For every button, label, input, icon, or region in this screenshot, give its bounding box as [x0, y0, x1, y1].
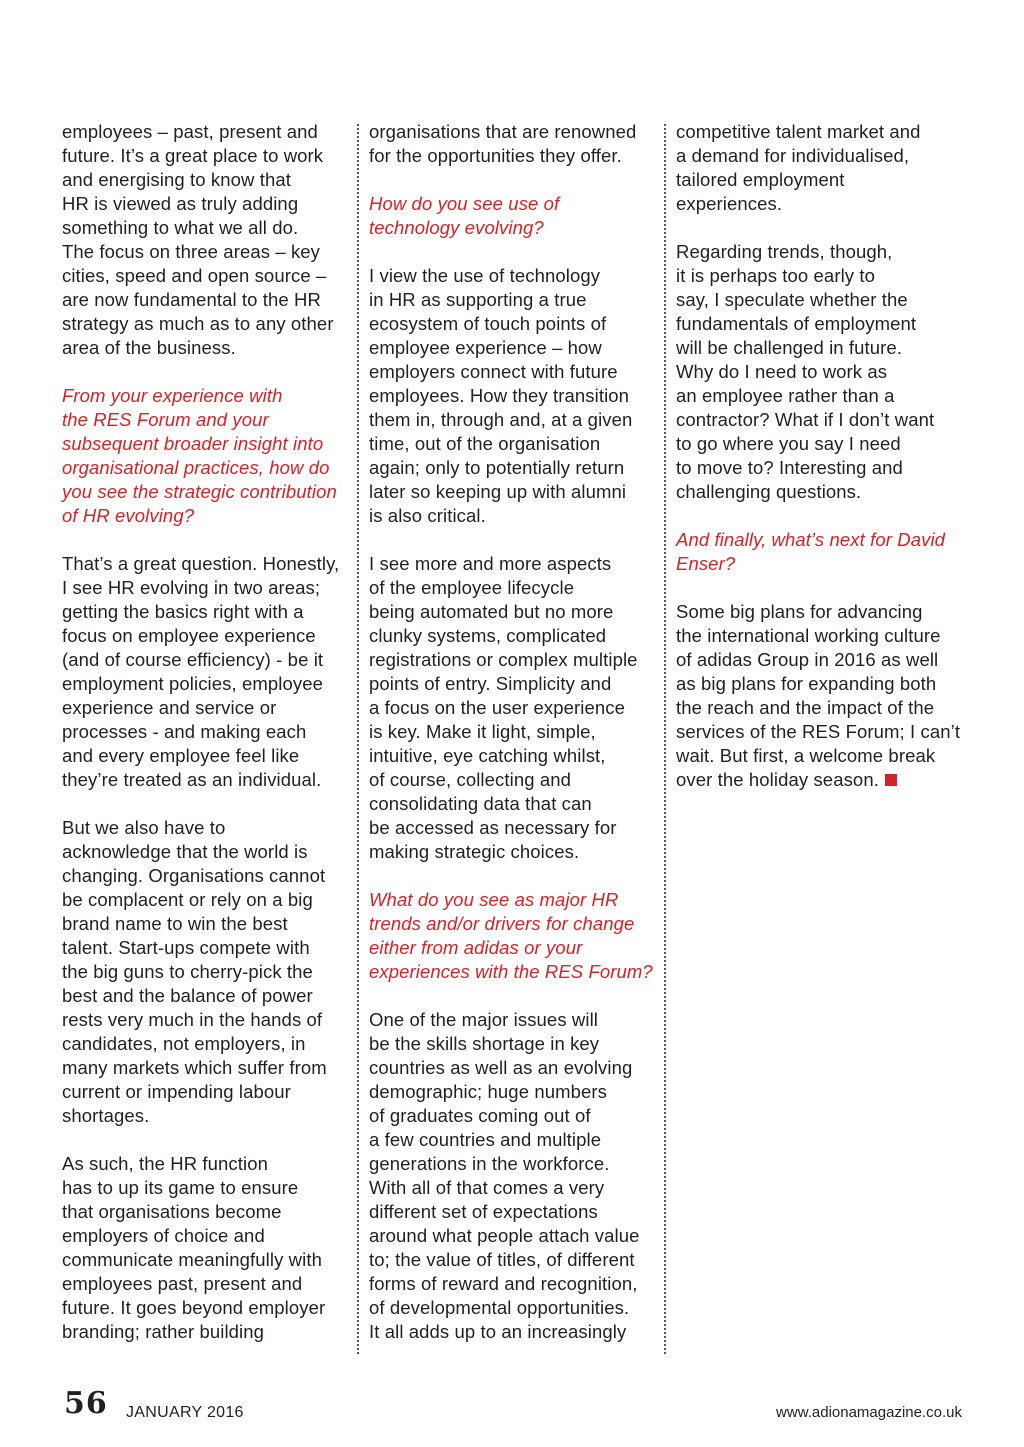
website-url[interactable]: www.adionamagazine.co.uk: [776, 1404, 962, 1421]
body-paragraph: [369, 1008, 661, 1344]
body-paragraph: [676, 600, 968, 792]
column-divider: [664, 124, 666, 1354]
paragraph-text: As such, the HR function has to up its game to ensure that organisations become employers of choice and communicate meaningfully with employees past, present and future. It goes beyond employer branding; rather building: [62, 1153, 326, 1342]
paragraph-text: I view the use of technology in HR as supporting a true ecosystem of touch points of employee experience – how employers connect with future employees. How they transition them in, through and, at a given time, out of the organisation again; only to potentially return later so keeping up with alumni is also critical.: [369, 265, 633, 526]
paragraph-text: Some big plans for advancing the international working culture of adidas Group in 2016 as well as big plans for expanding both the reach and the impact of the services of the RES Forum; I can’t wait. But first, a welcome break over the holiday season.: [676, 601, 961, 790]
interview-question: [62, 384, 354, 528]
body-paragraph: [62, 552, 354, 792]
article-column-2: [369, 120, 661, 1368]
paragraph-text: employees – past, present and future. It’s a great place to work and energising to know that HR is viewed as truly adding something to what we all do. The focus on three areas – key cities, speed and open source – are now fundamental to the HR strategy as much as to any other area of the business.: [62, 121, 334, 358]
paragraph-text: And finally, what’s next for David Enser?: [676, 529, 946, 574]
paragraph-text: organisations that are renowned for the opportunities they offer.: [369, 121, 637, 166]
paragraph-text: I see more and more aspects of the employee lifecycle being automated but no more clunky systems, complicated registrations or complex multiple points of entry. Simplicity and a focus on the user experience is key. Make it light, simple, intuitive, eye catching whilst, of course, collecting and consolidating data that can be accessed as necessary for making strategic choices.: [369, 553, 638, 862]
paragraph-text: One of the major issues will be the skills shortage in key countries as well as an evolving demographic; huge numbers of graduates coming out of a few countries and multiple generations in the workforce. With all of that comes a very different set of expectations around what people attach value to; the value of titles, of different forms of reward and recognition, of developmental opportunities. It all adds up to an increasingly: [369, 1009, 640, 1342]
body-paragraph: [369, 264, 661, 528]
body-paragraph: [676, 120, 968, 216]
body-paragraph: [62, 120, 354, 360]
article-column-3: [676, 120, 968, 816]
body-paragraph: [62, 1152, 354, 1344]
paragraph-text: competitive talent market and a demand for individualised, tailored employment experiences.: [676, 121, 921, 214]
issue-date: JANUARY 2016: [126, 1404, 244, 1421]
paragraph-text: How do you see use of technology evolving?: [369, 193, 560, 238]
paragraph-text: That’s a great question. Honestly, I see HR evolving in two areas; getting the basics right with a focus on employee experience (and of course efficiency) - be it employment policies, employee experience and service or processes - and making each and every employee feel like they’re treated as an individual.: [62, 553, 340, 790]
body-paragraph: [369, 120, 661, 168]
interview-question: [676, 528, 968, 576]
page-number: 56: [64, 1386, 108, 1421]
paragraph-text: Regarding trends, though, it is perhaps too early to say, I speculate whether the fundamentals of employment will be challenged in future. Why do I need to work as an employee rather than a contractor? What if I don’t want to go where you say I need to move to? Interesting and challenging questions.: [676, 241, 935, 502]
article-column-1: [62, 120, 354, 1368]
body-paragraph: [369, 552, 661, 864]
interview-question: [369, 888, 661, 984]
body-paragraph: [676, 240, 968, 504]
body-paragraph: [62, 816, 354, 1128]
paragraph-text: What do you see as major HR trends and/or drivers for change either from adidas or your experiences with the RES Forum?: [369, 889, 653, 982]
paragraph-text: But we also have to acknowledge that the world is changing. Organisations cannot be complacent or rely on a big brand name to win the best talent. Start-ups compete with the big guns to cherry-pick the best and the balance of power rests very much in the hands of candidates, not employers, in many markets which suffer from current or impending labour shortages.: [62, 817, 327, 1126]
column-divider: [357, 124, 359, 1354]
end-of-article-square-icon: [885, 774, 897, 786]
paragraph-text: From your experience with the RES Forum and your subsequent broader insight into organisational practices, how do you see the strategic contribution of HR evolving?: [62, 385, 337, 526]
interview-question: [369, 192, 661, 240]
